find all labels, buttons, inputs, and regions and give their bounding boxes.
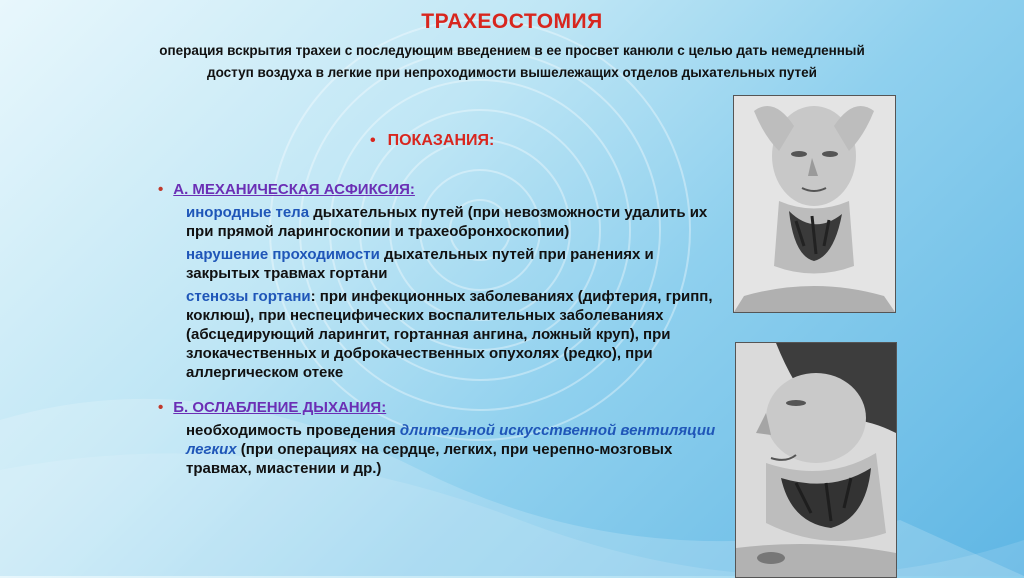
item-prefix: необходимость проведения bbox=[186, 422, 400, 439]
patient-photo-front-image bbox=[734, 96, 895, 312]
item-text: : при инфекционных заболеваниях (дифтерия, грипп, коклюш), при неспецифических воспалительных заболеваниях (абсцедирующий ларингит, гортанная ангина, ложный круп), при злокачественных и доброкачественных опухолях (редко), при аллергическом отеке bbox=[186, 288, 713, 381]
section-b-heading-text: Б. ОСЛАБЛЕНИЕ ДЫХАНИЯ: bbox=[173, 399, 387, 416]
item-text: дыхательных путей (при невозможности удалить их при прямой ларингоскопии и трахеобронхоскопии) bbox=[186, 204, 708, 240]
bullet-icon: • bbox=[370, 132, 376, 149]
patient-photo-side-image bbox=[736, 343, 896, 577]
item-term: нарушение проходимости bbox=[186, 246, 380, 263]
page-subtitle: операция вскрытия трахеи с последующим введением в ее просвет канюли с целью дать немедленный доступ воздуха в легкие при непроходимости вышележащих отделов дыхательных путей bbox=[159, 43, 865, 80]
patient-photo-front bbox=[733, 95, 896, 313]
indications-heading bbox=[370, 132, 494, 150]
section-a-heading bbox=[158, 180, 718, 199]
page-title: ТРАХЕОСТОМИЯ bbox=[421, 10, 603, 33]
bullet-icon: • bbox=[158, 399, 164, 416]
section-a-item-foreign-bodies bbox=[186, 203, 718, 241]
item-term: стенозы гортани bbox=[186, 288, 311, 305]
bullet-icon: • bbox=[158, 181, 164, 198]
item-text: дыхательных путей при ранениях и закрытых травмах гортани bbox=[186, 246, 654, 282]
item-text: (при операциях на сердце, легких, при черепно-мозговых травмах, миастении и др.) bbox=[186, 441, 673, 477]
section-b-item-ventilation bbox=[186, 421, 718, 478]
item-term: длительной искусственной вентиляции легких bbox=[186, 422, 716, 458]
item-term: инородные тела bbox=[186, 204, 310, 221]
patient-photo-side bbox=[735, 342, 897, 578]
section-a-heading-text: А. МЕХАНИЧЕСКАЯ АСФИКСИЯ: bbox=[173, 181, 415, 198]
indications-content bbox=[158, 180, 718, 482]
spacer bbox=[158, 386, 718, 398]
section-a-item-obstruction bbox=[186, 245, 718, 283]
section-b-heading bbox=[158, 398, 718, 417]
indications-label: ПОКАЗАНИЯ: bbox=[387, 132, 495, 149]
section-a-item-stenosis bbox=[186, 287, 718, 382]
